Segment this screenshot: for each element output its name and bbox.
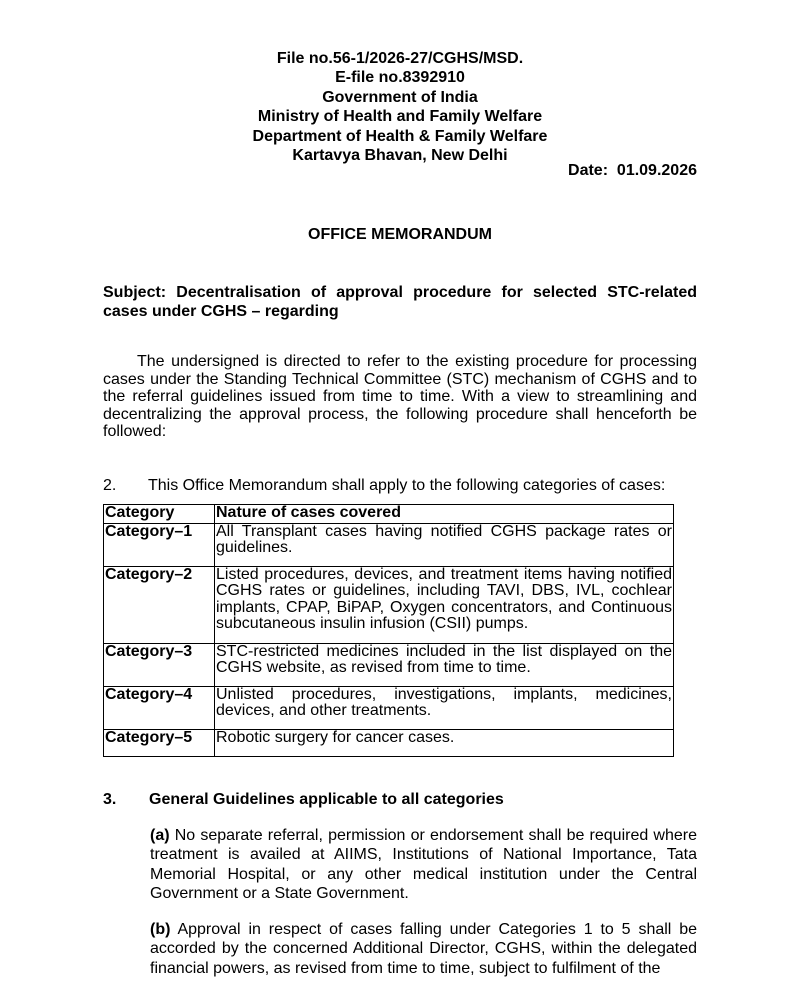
file-number: File no.56-1/2026-27/CGHS/MSD. bbox=[276, 50, 524, 67]
nature-cell: All Transplant cases having notified CGHS package rates or guidelines. bbox=[215, 524, 674, 567]
guideline-b-text: Approval in respect of cases falling under Categories 1 to 5 shall be accorded by the concerned Additional Director, CGHS, within the delegated financial powers, as revised from time to time, subject to fulfilment of the bbox=[150, 921, 698, 977]
table-row bbox=[104, 687, 674, 730]
category-cell: Category–3 bbox=[104, 644, 215, 687]
category-cell: Category–2 bbox=[104, 567, 215, 644]
table-row bbox=[104, 524, 674, 567]
paragraph-2-number: 2. bbox=[103, 477, 117, 494]
office-address: Kartavya Bhavan, New Delhi bbox=[292, 147, 508, 165]
category-cell: Category–1 bbox=[104, 524, 215, 567]
nature-cell: Listed procedures, devices, and treatment items having notified CGHS rates or guidelines, including TAVI, DBS, IVL, cochlear implants, CPAP, BiPAP, Oxygen concentrators, and Continuous subcutaneous insulin infusion (CSII) pumps. bbox=[215, 567, 674, 644]
table-row bbox=[104, 730, 674, 757]
category-cell: Category–5 bbox=[104, 730, 215, 757]
column-header-category: Category bbox=[104, 505, 215, 524]
guideline-a-text: No separate referral, permission or endorsement shall be required where treatment is availed at AIIMS, Institutions of National Importance, Tata Memorial Hospital, or any other medical institution under the Central Government or a State Government. bbox=[150, 827, 698, 902]
table-row bbox=[104, 567, 674, 644]
nature-cell: Robotic surgery for cancer cases. bbox=[215, 730, 674, 757]
paragraph-2 bbox=[103, 477, 703, 495]
guideline-a bbox=[150, 826, 697, 903]
department-name: Department of Health & Family Welfare bbox=[252, 127, 548, 145]
guideline-b bbox=[150, 920, 697, 978]
section-3-number: 3. bbox=[103, 791, 117, 808]
header-block bbox=[0, 49, 800, 165]
ministry-name: Ministry of Health and Family Welfare bbox=[257, 108, 543, 126]
section-3-title: General Guidelines applicable to all categories bbox=[149, 791, 504, 808]
table-row bbox=[104, 644, 674, 687]
nature-cell: Unlisted procedures, investigations, implants, medicines, devices, and other treatments. bbox=[215, 687, 674, 730]
paragraph-1: The undersigned is directed to refer to the existing procedure for processing cases under the Standing Technical Committee (STC) mechanism of CGHS and to the referral guidelines issued from time to time. With a view to streamlining and decentralizing the approval process, the following procedure shall henceforth be followed: bbox=[103, 353, 697, 441]
page-title: OFFICE MEMORANDUM bbox=[308, 226, 492, 243]
categories-table bbox=[103, 504, 674, 757]
efile-number: E-file no.8392910 bbox=[335, 69, 465, 87]
nature-cell: STC-restricted medicines included in the list displayed on the CGHS website, as revised from time to time. bbox=[215, 644, 674, 687]
paragraph-2-text: This Office Memorandum shall apply to the following categories of cases: bbox=[148, 477, 666, 494]
government-name: Government of India bbox=[322, 88, 478, 106]
table-header-row bbox=[104, 505, 674, 524]
column-header-nature: Nature of cases covered bbox=[215, 505, 674, 524]
subject-line: Subject: Decentralisation of approval procedure for selected STC-related cases under CGHS – regarding bbox=[103, 284, 697, 320]
guideline-a-label: (a) bbox=[150, 827, 170, 844]
guideline-b-label: (b) bbox=[150, 921, 171, 938]
memo-date: Date: 01.09.2026 bbox=[568, 162, 697, 179]
category-cell: Category–4 bbox=[104, 687, 215, 730]
section-3-heading bbox=[103, 791, 504, 809]
